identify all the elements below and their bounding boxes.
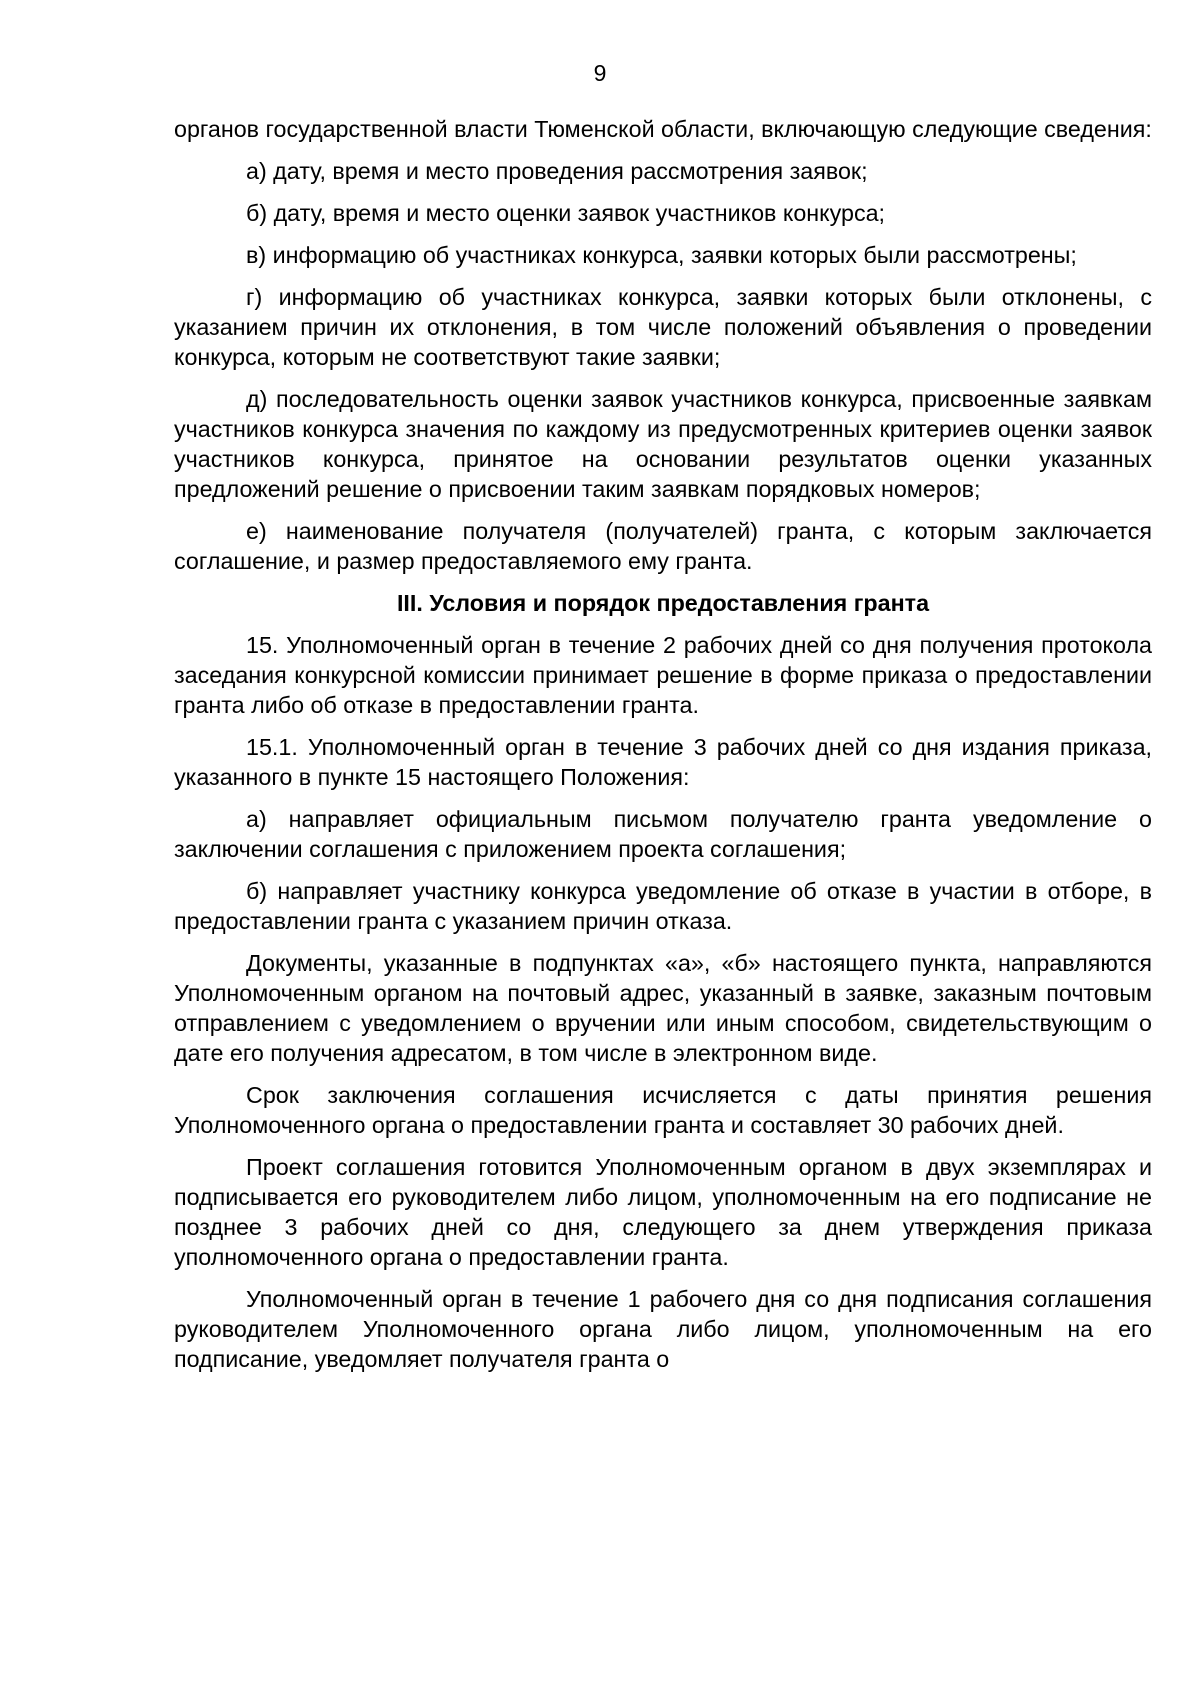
paragraph: в) информацию об участниках конкурса, заявки которых были рассмотрены; (246, 242, 1077, 268)
section-heading: III. Условия и порядок предоставления гранта (396, 590, 930, 616)
paragraph: е) наименование получателя (получателей) гранта, с которым заключается соглашение, и размер предоставляемого ему гранта. (174, 518, 1152, 574)
paragraph: Срок заключения соглашения исчисляется с даты принятия решения Уполномоченного органа о предоставлении гранта и составляет 30 рабочих дней. (174, 1082, 1152, 1138)
paragraph: а) дату, время и место проведения рассмотрения заявок; (246, 158, 868, 184)
paragraph: органов государственной власти Тюменской области, включающую следующие сведения: (174, 116, 1152, 142)
paragraph: Уполномоченный орган в течение 1 рабочего дня со дня подписания соглашения руководителем Уполномоченного органа либо лицом, уполномоченным на его подписание, уведомляет получателя гранта о (174, 1286, 1152, 1372)
paragraphs-after (174, 630, 1152, 1374)
paragraph: Проект соглашения готовится Уполномоченным органом в двух экземплярах и подписывается его руководителем либо лицом, уполномоченным на его подписание не позднее 3 рабочих дней со дня, следующего за днем утверждения приказа уполномоченного органа о предоставлении гранта. (174, 1154, 1152, 1270)
document-body (174, 114, 1152, 1386)
paragraph: б) дату, время и место оценки заявок участников конкурса; (246, 200, 886, 226)
paragraph: Документы, указанные в подпунктах «а», «б» настоящего пункта, направляются Уполномоченным органом на почтовый адрес, указанный в заявке, заказным почтовым отправлением с уведомлением о вручении или иным способом, свидетельствующим о дате его получения адресатом, в том числе в электронном виде. (174, 950, 1152, 1066)
paragraphs-before (174, 114, 1152, 576)
paragraph: 15. Уполномоченный орган в течение 2 рабочих дней со дня получения протокола заседания конкурсной комиссии принимает решение в форме приказа о предоставлении гранта либо об отказе в предоставлении гранта. (174, 632, 1152, 718)
paragraph: 15.1. Уполномоченный орган в течение 3 рабочих дней со дня издания приказа, указанного в пункте 15 настоящего Положения: (174, 734, 1152, 790)
paragraph: б) направляет участнику конкурса уведомление об отказе в участии в отборе, в предоставлении гранта с указанием причин отказа. (174, 878, 1152, 934)
paragraph: г) информацию об участниках конкурса, заявки которых были отклонены, с указанием причин их отклонения, в том числе положений объявления о проведении конкурса, которым не соответствуют такие заявки; (174, 284, 1152, 370)
page-number: 9 (593, 60, 607, 86)
paragraph: а) направляет официальным письмом получателю гранта уведомление о заключении соглашения с приложением проекта соглашения; (174, 806, 1152, 862)
paragraph: д) последовательность оценки заявок участников конкурса, присвоенные заявкам участников конкурса значения по каждому из предусмотренных критериев оценки заявок участников конкурса, принятое на основании результатов оценки указанных предложений решение о присвоении таким заявкам порядковых номеров; (174, 386, 1152, 502)
